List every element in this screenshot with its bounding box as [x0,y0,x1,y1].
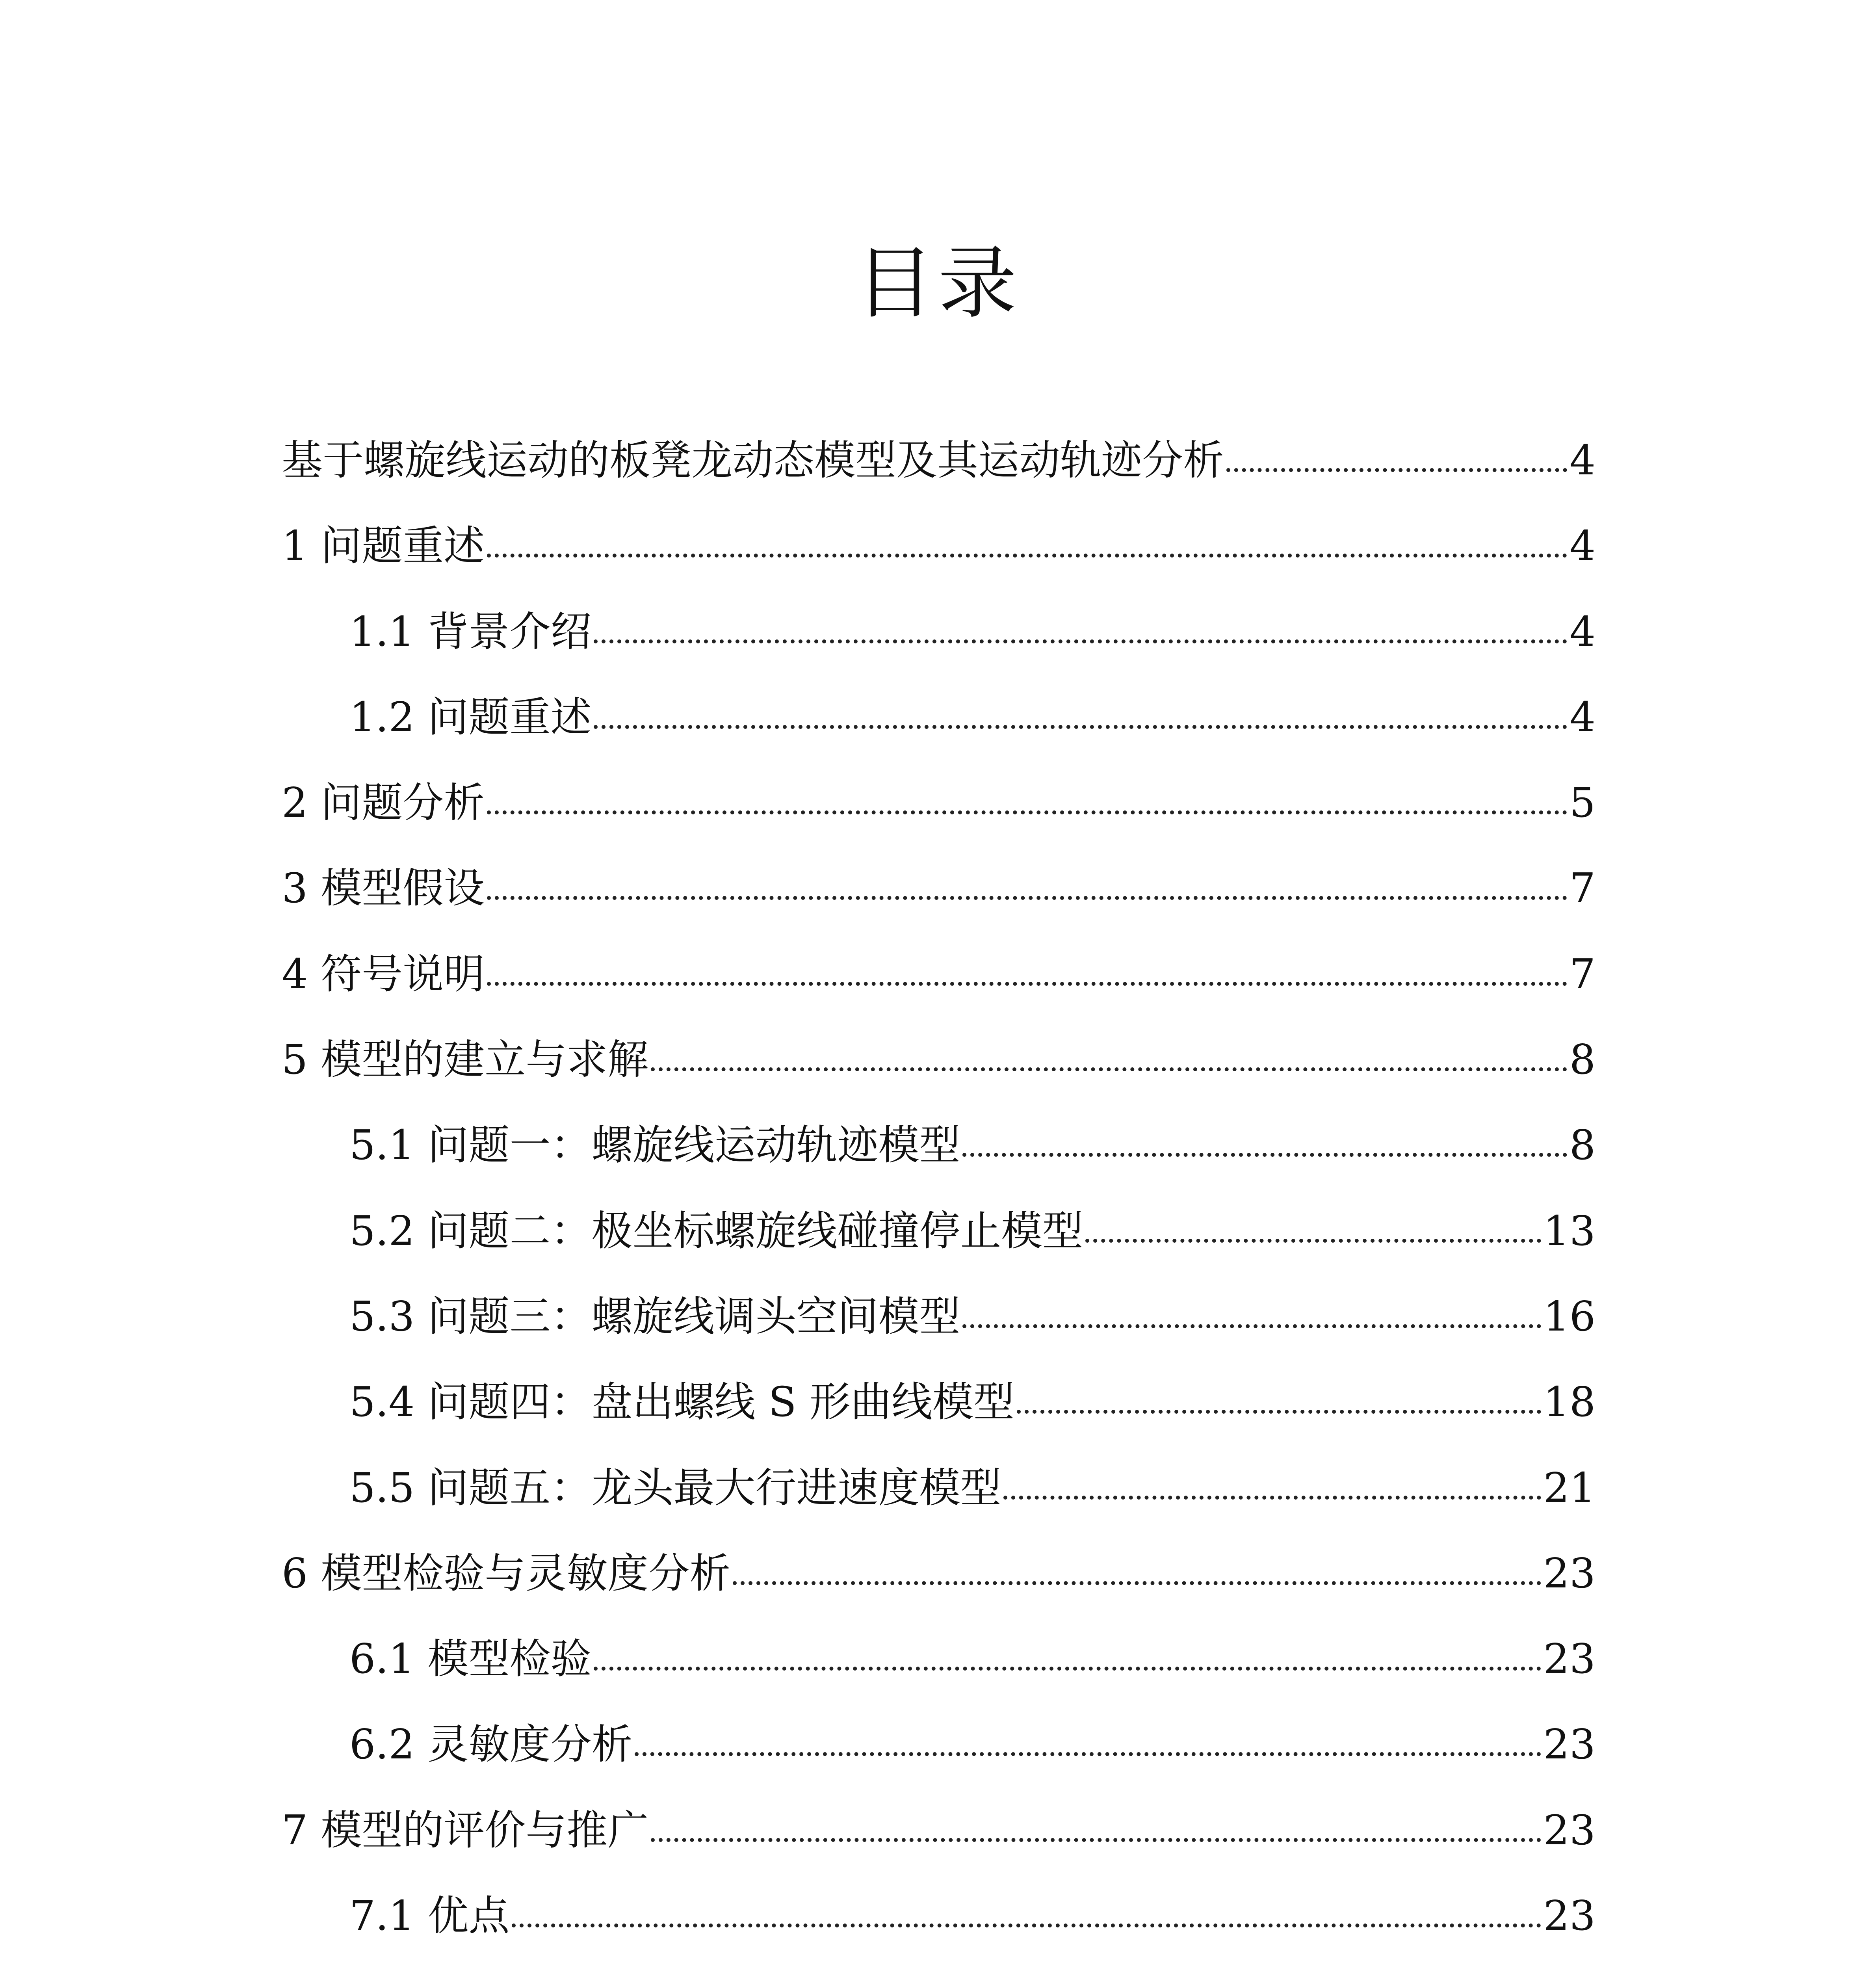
toc-entry-page: 4 [1569,693,1596,741]
dot-leader [1003,1486,1541,1500]
dot-leader [1017,1400,1541,1414]
toc-title: 目录 [855,238,1021,329]
toc-entry-page: 23 [1543,1720,1596,1769]
toc-entry[interactable] [282,1531,1596,1616]
toc-entry-page: 18 [1543,1378,1596,1426]
toc-subentry[interactable] [282,589,1596,675]
toc-subentry[interactable] [282,1274,1596,1359]
toc-entry-label: 6.1 模型检验 [349,1635,592,1683]
table-of-contents [282,418,1596,1970]
toc-entry-label: 7 模型的评价与推广 [282,1806,649,1854]
dot-leader [594,630,1567,643]
dot-leader [733,1572,1541,1585]
dot-leader [594,716,1567,729]
dot-leader [651,1058,1567,1071]
toc-entry-page: 4 [1569,607,1596,656]
toc-entry-page: 21 [1543,1463,1596,1512]
toc-entry-label: 7.1 优点 [349,1892,510,1940]
toc-entry[interactable] [282,1017,1596,1102]
toc-entry-label: 2 问题分析 [282,779,485,827]
toc-entry-label: 5 模型的建立与求解 [282,1035,649,1084]
dot-leader [487,886,1567,900]
dot-leader [1085,1229,1541,1243]
dot-leader [487,801,1567,814]
toc-subentry[interactable] [282,1188,1596,1274]
toc-entry-label: 3 模型假设 [282,864,485,913]
toc-entry[interactable] [282,418,1596,503]
dot-leader [512,1914,1541,1927]
toc-entry-label: 6 模型检验与灵敏度分析 [282,1549,731,1597]
toc-entry[interactable] [282,931,1596,1017]
toc-entry[interactable] [282,503,1596,589]
toc-entry-page: 16 [1543,1292,1596,1340]
toc-subentry[interactable] [282,1616,1596,1702]
dot-leader [594,1657,1541,1671]
toc-entry-page: 13 [1543,1206,1596,1255]
toc-entry-page: 8 [1569,1035,1596,1084]
toc-entry-label: 1.1 背景介绍 [349,607,592,656]
toc-entry-label: 4 符号说明 [282,950,485,998]
toc-entry[interactable] [282,1788,1596,1873]
toc-entry-page: 23 [1543,1635,1596,1683]
toc-entry-label: 基于螺旋线运动的板凳龙动态模型及其运动轨迹分析 [282,436,1224,484]
toc-entry-label: 5.3 问题三：螺旋线调头空间模型 [349,1292,960,1340]
toc-entry-page: 23 [1543,1892,1596,1940]
toc-entry-page: 4 [1569,522,1596,570]
dot-leader [962,1315,1541,1328]
toc-subentry[interactable] [282,1702,1596,1787]
toc-entry-page: 5 [1569,779,1596,827]
toc-entry-label: 1 问题重述 [282,522,485,570]
toc-entry-label: 5.2 问题二：极坐标螺旋线碰撞停止模型 [349,1206,1083,1255]
toc-entry-page: 8 [1569,1121,1596,1169]
toc-entry-page: 23 [1543,1549,1596,1597]
toc-entry-label: 5.5 问题五：龙头最大行进速度模型 [349,1463,1001,1512]
dot-leader [635,1743,1541,1756]
toc-subentry[interactable] [282,1873,1596,1959]
toc-entry-page: 7 [1569,950,1596,998]
toc-entry-label: 5.4 问题四：盘出螺线 S 形曲线模型 [349,1378,1014,1426]
dot-leader [962,1143,1567,1157]
toc-entry-label: 5.1 问题一：螺旋线运动轨迹模型 [349,1121,960,1169]
toc-entry-label: 6.2 灵敏度分析 [349,1720,633,1769]
toc-entry-page: 7 [1569,864,1596,913]
toc-entry-label: 1.2 问题重述 [349,693,592,741]
dot-leader [651,1829,1541,1842]
toc-subentry[interactable] [282,675,1596,760]
dot-leader [487,544,1567,558]
toc-subentry[interactable] [282,1102,1596,1188]
dot-leader [1226,459,1567,472]
toc-entry[interactable] [282,846,1596,931]
toc-entry[interactable] [282,760,1596,846]
toc-entry-page: 23 [1543,1806,1596,1854]
toc-subentry[interactable] [282,1445,1596,1531]
dot-leader [487,972,1567,986]
toc-subentry[interactable] [282,1359,1596,1445]
toc-entry-page: 4 [1569,436,1596,484]
toc-subentry[interactable] [282,1959,1596,1970]
